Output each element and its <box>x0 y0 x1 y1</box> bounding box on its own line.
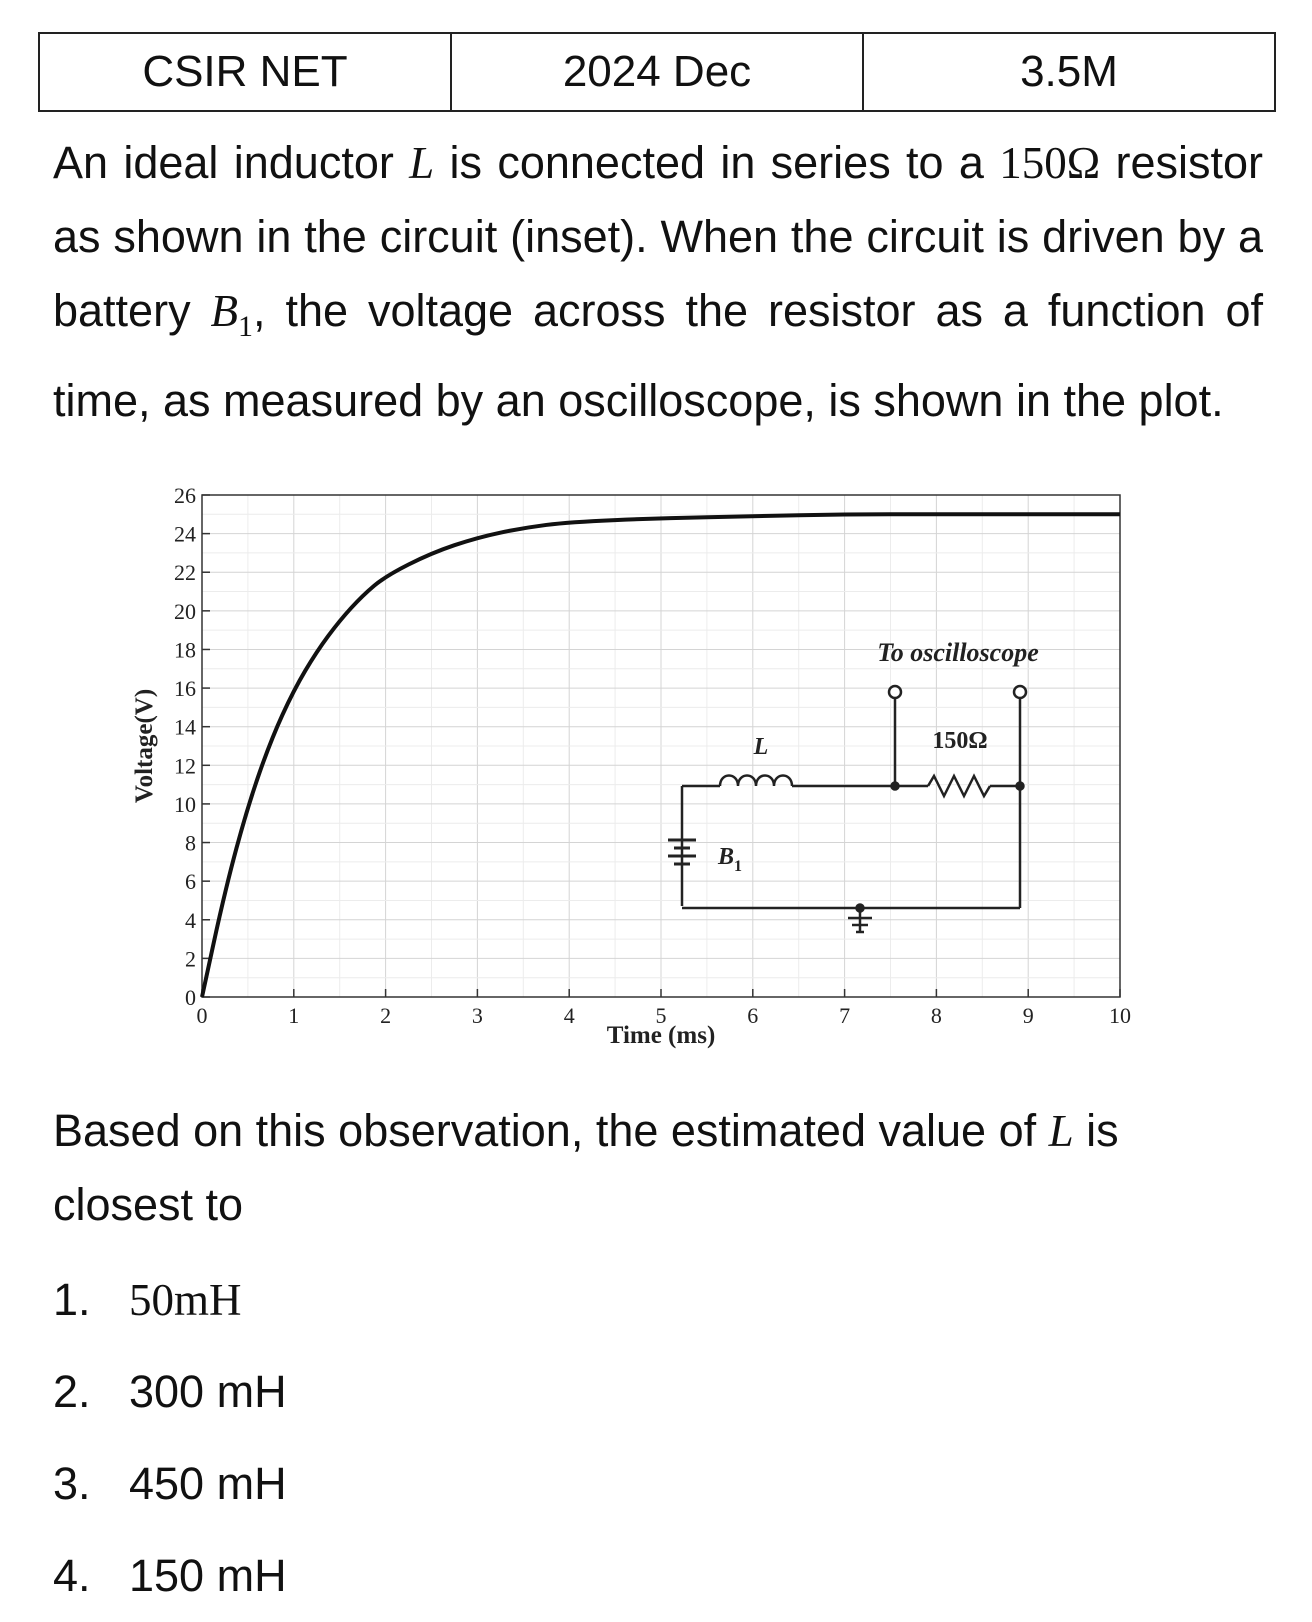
y-axis-label: Voltage(V) <box>131 688 158 804</box>
option-text: 150 mH <box>129 1550 287 1601</box>
x-tick-label: 1 <box>288 1003 300 1028</box>
y-tick-label: 14 <box>174 714 196 740</box>
y-tick-label: 0 <box>185 985 196 1010</box>
option-text: 450 mH <box>129 1458 287 1509</box>
inset-battery-letter: B <box>718 844 735 870</box>
followup-question <box>53 1094 1263 1242</box>
y-tick-label: 12 <box>174 753 196 779</box>
chart-ticks <box>174 486 1131 1028</box>
option-number: 3. <box>53 1458 91 1509</box>
y-tick-label: 20 <box>174 598 196 624</box>
followup-text-2: is closest to <box>53 1105 1119 1230</box>
x-tick-label: 6 <box>747 1003 759 1028</box>
question-part-4: , the voltage across the resistor as a function of time, as measured by an oscilloscope, is shown in the plot. <box>53 285 1263 426</box>
inset-battery-label <box>717 844 742 875</box>
inset-battery-subscript: 1 <box>734 858 743 875</box>
option-text: 50mH <box>129 1275 242 1325</box>
probe-terminal-right <box>1014 686 1026 698</box>
battery-symbol: B <box>210 286 239 336</box>
inset-resistor-label: 150Ω <box>932 728 988 754</box>
inset-inductor-label: L <box>753 734 769 760</box>
question-marks: 3.5M <box>1020 47 1118 96</box>
y-tick-label: 22 <box>174 560 196 586</box>
probe-terminal-left <box>889 686 901 698</box>
y-tick-label: 16 <box>174 676 196 702</box>
y-tick-label: 18 <box>174 637 196 663</box>
y-tick-label: 4 <box>185 907 196 933</box>
voltage-chart <box>120 486 1180 1078</box>
inductor-symbol: L <box>409 138 435 188</box>
answer-options <box>53 1254 287 1622</box>
junction-right <box>1017 783 1024 790</box>
x-tick-label: 8 <box>930 1003 942 1028</box>
x-axis-label: Time (ms) <box>606 1022 716 1049</box>
question-part-3: resistor as shown in the circuit (inset). When the circuit is driven by a battery <box>53 137 1264 336</box>
question-text <box>53 126 1263 438</box>
question-part-1: An ideal inductor <box>53 137 410 188</box>
battery-subscript: 1 <box>238 310 254 343</box>
x-tick-label: 5 <box>655 1003 667 1028</box>
option-number: 1. <box>53 1274 91 1325</box>
option-number: 4. <box>53 1550 91 1601</box>
x-tick-label: 2 <box>380 1003 392 1028</box>
x-tick-label: 3 <box>471 1003 483 1028</box>
x-tick-label: 10 <box>1109 1003 1131 1028</box>
inset-title: To oscilloscope <box>877 638 1039 667</box>
y-tick-label: 6 <box>185 869 196 895</box>
junction-left <box>892 783 899 790</box>
option-text: 300 mH <box>129 1366 287 1417</box>
header-table <box>38 32 1276 112</box>
question-part-2: is connected in series to a <box>434 137 1000 188</box>
resistance-value: 150Ω <box>999 138 1101 188</box>
option-4[interactable] <box>53 1530 287 1622</box>
option-number: 2. <box>53 1366 91 1417</box>
followup-text: Based on this observation, the estimated value of <box>53 1105 1049 1156</box>
y-tick-label: 2 <box>185 946 196 972</box>
followup-symbol: L <box>1048 1106 1074 1156</box>
option-3[interactable] <box>53 1438 287 1530</box>
y-tick-label: 10 <box>174 791 196 817</box>
option-2[interactable] <box>53 1346 287 1438</box>
option-1[interactable] <box>53 1254 287 1346</box>
voltage-time-figure <box>120 486 1180 1078</box>
circuit-inset <box>668 686 1026 932</box>
x-tick-label: 9 <box>1022 1003 1034 1028</box>
y-tick-label: 24 <box>174 521 196 547</box>
y-tick-label: 26 <box>174 486 196 508</box>
x-tick-label: 4 <box>563 1003 575 1028</box>
x-tick-label: 0 <box>196 1003 208 1028</box>
exam-name: CSIR NET <box>40 34 452 110</box>
x-tick-label: 7 <box>839 1003 851 1028</box>
resistor-zigzag <box>928 776 990 796</box>
y-tick-label: 8 <box>185 830 196 856</box>
exam-session: 2024 Dec <box>452 34 864 110</box>
